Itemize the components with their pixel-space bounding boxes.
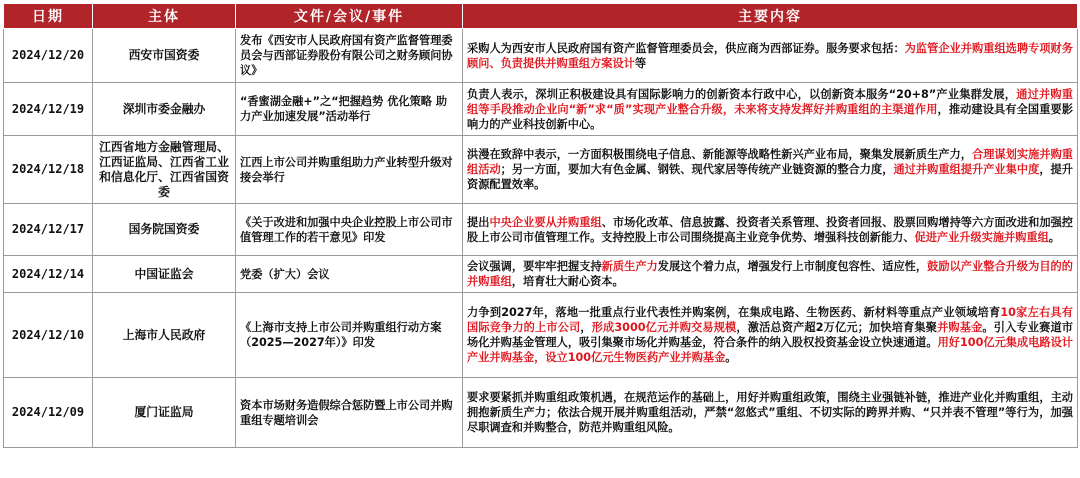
row-date: 2024/12/19 [4, 83, 93, 136]
content-highlight: 中央企业要从并购重组 [489, 215, 602, 229]
row-date: 2024/12/17 [4, 204, 93, 256]
content-segment: 要求要紧抓并购重组政策机遇，在规范运作的基础上，用好并购重组政策，围绕主业强链补链，推进产业化并购重组，主动拥抱新质生产力；依法合规开展并购重组活动，严禁“忽悠式”重组、不切实际的跨界并购、“只并表不管理”等行为，加强尽职调查和并购整合，防范并购重组风险。 [467, 391, 1073, 434]
row-date: 2024/12/20 [4, 29, 93, 83]
content-segment: 等 [634, 56, 647, 70]
row-date: 2024/12/18 [4, 136, 93, 204]
content-highlight: 用好100亿元集成电路设计产业并购基金，设立100亿元生物医药产业并购基金 [467, 336, 1073, 364]
content-segment: 力争到2027年，落地一批重点行业代表性并购案例，在集成电路、生物医药、新材料等重点产业领域培育 [467, 306, 1001, 319]
row-content [463, 256, 1078, 293]
row-subject: 深圳市委金融办 [93, 83, 236, 136]
content-highlight: 合理谋划实施并购重组活动 [467, 148, 1073, 176]
row-event: 《关于改进和加强中央企业控股上市公司市值管理工作的若干意见》印发 [236, 204, 463, 256]
row-event: 江西上市公司并购重组助力产业转型升级对接会举行 [236, 136, 463, 204]
content-highlight: 10家左右具有国际竞争力的上市公司 [467, 306, 1073, 334]
table-row [4, 293, 1078, 378]
content-segment: ， [580, 321, 592, 334]
content-segment: 。引入专业赛道市场化并购基金管理人，吸引集聚市场化并购基金，符合条件的纳入股权投资基金设立快速通道。 [467, 321, 1073, 349]
content-segment: 、市场化改革、信息披露、投资者关系管理、投资者回报、股票回购增持等六方面改进和加强控股上市公司市值管理工作。支持控股上市公司围绕提高主业竞争优势、增强科技创新能力、 [467, 215, 1073, 244]
row-content [463, 293, 1078, 378]
content-highlight: 新质生产力 [601, 260, 658, 273]
row-date: 2024/12/10 [4, 293, 93, 378]
policy-table [3, 3, 1078, 448]
content-segment: 。 [1048, 230, 1060, 244]
row-event: 资本市场财务造假综合惩防暨上市公司并购重组专题培训会 [236, 378, 463, 448]
content-segment: 发展这个着力点，增强发行上市制度包容性、适应性， [657, 260, 928, 273]
content-highlight: 并购基金 [937, 321, 983, 334]
header-event: 文件/会议/事件 [236, 4, 463, 29]
content-segment: ，推动建设具有全国重要影响力的产业科技创新中心。 [467, 102, 1073, 131]
content-segment: 。 [725, 351, 737, 364]
content-highlight: 促进产业升级实施并购重组 [914, 230, 1049, 244]
header-subject: 主体 [93, 4, 236, 29]
content-highlight: 通过并购重组等手段推动企业向“新”求“质”实现产业整合升级，未来将支持发挥好并购重组的主渠道作用 [467, 87, 1073, 116]
table-row [4, 136, 1078, 204]
row-event: 发布《西安市人民政府国有资产监督管理委员会与西部证券股份有限公司之财务顾问协议》 [236, 29, 463, 83]
row-date: 2024/12/14 [4, 256, 93, 293]
content-segment: ；另一方面，要加大有色金属、钢铁、现代家居等传统产业链资源的整合力度， [500, 163, 894, 176]
row-subject: 西安市国资委 [93, 29, 236, 83]
row-content [463, 378, 1078, 448]
table-row [4, 378, 1078, 448]
row-event: 《上海市支持上市公司并购重组行动方案（2025—2027年）》印发 [236, 293, 463, 378]
row-subject: 国务院国资委 [93, 204, 236, 256]
content-highlight: 通过并购重组提升产业集中度 [893, 163, 1040, 176]
row-subject: 中国证监会 [93, 256, 236, 293]
content-segment: ，培育壮大耐心资本。 [511, 275, 624, 288]
row-event: “香蜜湖金融+”之“把握趋势 优化策略 助力产业加速发展”活动举行 [236, 83, 463, 136]
row-content [463, 136, 1078, 204]
header-date: 日期 [4, 4, 93, 29]
row-content [463, 83, 1078, 136]
content-highlight: 鼓励以产业整合升级为目的的并购重组 [467, 260, 1073, 288]
content-highlight: 为监管企业并购重组选聘专项财务顾问、负责提供并购重组方案设计 [467, 41, 1073, 70]
row-date: 2024/12/09 [4, 378, 93, 448]
row-subject: 厦门证监局 [93, 378, 236, 448]
content-segment: 提出 [467, 215, 490, 229]
table-row [4, 204, 1078, 256]
content-segment: 会议强调，要牢牢把握支持 [467, 260, 602, 273]
row-content [463, 29, 1078, 83]
row-event: 党委（扩大）会议 [236, 256, 463, 293]
table-row [4, 83, 1078, 136]
row-content [463, 204, 1078, 256]
content-segment: 洪漫在致辞中表示，一方面积极围绕电子信息、新能源等战略性新兴产业布局，聚集发展新质生产力， [467, 148, 973, 161]
content-segment: ，提升资源配置效率。 [467, 163, 1073, 191]
table-header-row [4, 4, 1078, 29]
header-content: 主要内容 [463, 4, 1078, 29]
content-highlight: 形成3000亿元并购交易规模 [591, 321, 737, 334]
table-row [4, 256, 1078, 293]
row-subject: 上海市人民政府 [93, 293, 236, 378]
table-row [4, 29, 1078, 83]
content-segment: ，激活总资产超2万亿元；加快培育集聚 [736, 321, 938, 334]
content-segment: 负责人表示，深圳正积极建设具有国际影响力的创新资本行政中心，以创新资本服务“20+8”产业集群发展， [467, 87, 1017, 101]
content-segment: 采购人为西安市人民政府国有资产监督管理委员会，供应商为西部证券。服务要求包括： [467, 41, 905, 55]
row-subject: 江西省地方金融管理局、江西证监局、江西省工业和信息化厅、江西省国资委 [93, 136, 236, 204]
